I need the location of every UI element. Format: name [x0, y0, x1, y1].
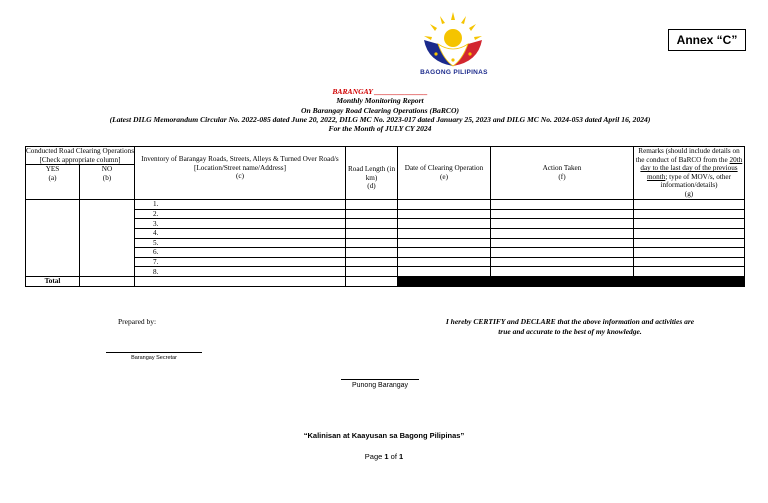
header-inventory-code: (c)	[236, 172, 244, 181]
punong-signature-line	[341, 379, 419, 380]
row-number[interactable]: 6.	[135, 248, 346, 258]
cell-date[interactable]	[398, 209, 491, 219]
cell-length[interactable]	[346, 219, 398, 229]
header-remarks-code: (g)	[684, 189, 694, 198]
header-length-code: (d)	[367, 182, 376, 191]
cell-yes[interactable]	[26, 200, 80, 277]
report-subtitle: On Barangay Road Clearing Operations (BaRCO)	[300, 105, 459, 115]
header-remarks-underlined: 20th day to the last day of the previous month	[640, 155, 743, 181]
header-remarks	[634, 147, 745, 200]
header-remarks-text-b: ; type of MOV/s, other information/details)	[660, 172, 732, 190]
cell-remarks[interactable]	[634, 248, 745, 258]
total-label: Total	[26, 276, 80, 286]
row-number[interactable]: 5.	[135, 238, 346, 248]
cell-date[interactable]	[398, 267, 491, 277]
header-inventory-label: Inventory of Barangay Roads, Streets, Alleys & Turned Over Road/s	[141, 155, 339, 163]
header-date-label: Date of Clearing Operation	[404, 164, 484, 172]
table-row	[26, 200, 745, 210]
cell-action[interactable]	[491, 248, 634, 258]
annex-label: Annex “C”	[668, 29, 746, 51]
row-number[interactable]: 4.	[135, 228, 346, 238]
punong-barangay-title: Punong Barangay	[351, 382, 409, 389]
header-remarks-label	[634, 147, 744, 190]
cell-action[interactable]	[491, 267, 634, 277]
cell-length[interactable]	[346, 238, 398, 248]
cell-remarks[interactable]	[634, 228, 745, 238]
cell-date[interactable]	[398, 257, 491, 267]
header-date	[398, 147, 491, 200]
cell-date[interactable]	[398, 238, 491, 248]
header-conducted-note: [Check appropriate column]	[39, 155, 121, 164]
header-yes-label: YES	[45, 165, 60, 174]
row-number[interactable]: 1.	[135, 200, 346, 210]
header-date-code: (e)	[440, 172, 448, 181]
cell-length[interactable]	[346, 200, 398, 210]
cell-date[interactable]	[398, 228, 491, 238]
header-conducted-label: Conducted Road Clearing Operations	[26, 147, 134, 155]
header-length	[346, 147, 398, 200]
row-number[interactable]: 7.	[135, 257, 346, 267]
monitoring-table	[25, 146, 745, 287]
cell-remarks[interactable]	[634, 257, 745, 267]
header-no	[80, 165, 135, 200]
page-of: of	[388, 452, 400, 461]
cell-action[interactable]	[491, 209, 634, 219]
cell-length[interactable]	[346, 248, 398, 258]
secretary-title: Barangay Secretar	[131, 355, 177, 361]
header-inventory-note: [Location/Street name/Address]	[193, 163, 286, 172]
cell-action[interactable]	[491, 219, 634, 229]
cell-no[interactable]	[80, 200, 135, 277]
header-action-code: (f)	[558, 172, 566, 181]
row-number[interactable]: 2.	[135, 209, 346, 219]
cell-length[interactable]	[346, 209, 398, 219]
report-heading	[90, 87, 670, 133]
cell-action[interactable]	[491, 200, 634, 210]
cell-action[interactable]	[491, 228, 634, 238]
header-yes-code: (a)	[48, 173, 57, 182]
total-length-cell[interactable]	[346, 276, 398, 286]
cell-remarks[interactable]	[634, 238, 745, 248]
prepared-by-label: Prepared by:	[118, 317, 157, 326]
certification-statement: I hereby CERTIFY and DECLARE that the above information and activities are true and accurate to the best of my knowledge.	[445, 317, 695, 336]
header-action	[491, 147, 634, 200]
logo-caption: BAGONG PILIPINAS	[420, 69, 488, 76]
cell-action[interactable]	[491, 257, 634, 267]
header-action-label: Action Taken	[542, 164, 582, 172]
cell-length[interactable]	[346, 267, 398, 277]
page-number	[334, 452, 434, 461]
header-remarks-text-a: Remarks (should include details on the conduct of BaRCO from the	[635, 147, 740, 164]
secretary-signature-line	[106, 352, 202, 353]
header-conducted	[26, 147, 135, 165]
cell-length[interactable]	[346, 257, 398, 267]
header-length-label: Road Length (in km)	[347, 165, 396, 182]
cell-remarks[interactable]	[634, 219, 745, 229]
cell-date[interactable]	[398, 248, 491, 258]
barangay-name: BARANGAY ______________	[332, 87, 428, 96]
page-total: 1	[399, 452, 404, 461]
report-title: Monthly Monitoring Report	[336, 96, 424, 106]
header-no-label: NO	[101, 165, 113, 174]
page-current: 1	[384, 452, 389, 461]
header-yes	[26, 165, 80, 200]
cell-remarks[interactable]	[634, 209, 745, 219]
page-prefix: Page	[364, 452, 385, 461]
row-number[interactable]: 3.	[135, 219, 346, 229]
cell-length[interactable]	[346, 228, 398, 238]
cell-remarks[interactable]	[634, 267, 745, 277]
header-no-code: (b)	[102, 173, 112, 182]
report-period: For the Month of JULY CY 2024	[328, 124, 432, 134]
memo-reference: (Latest DILG Memorandum Circular No. 2022-085 dated June 20, 2022, DILG MC No. 2023-017 dated January 25, 2023 and DILG MC No. 2024-053 dated April 16, 2024)	[109, 114, 651, 124]
cell-action[interactable]	[491, 238, 634, 248]
total-no-cell[interactable]	[80, 276, 135, 286]
cell-date[interactable]	[398, 200, 491, 210]
motto: “Kalinisan at Kaayusan sa Bagong Pilipinas”	[303, 431, 465, 440]
header-inventory	[135, 147, 346, 200]
total-inventory-cell[interactable]	[135, 276, 346, 286]
cell-date[interactable]	[398, 219, 491, 229]
cell-remarks[interactable]	[634, 200, 745, 210]
total-blacked-out	[398, 276, 745, 286]
row-number[interactable]: 8.	[135, 267, 346, 277]
